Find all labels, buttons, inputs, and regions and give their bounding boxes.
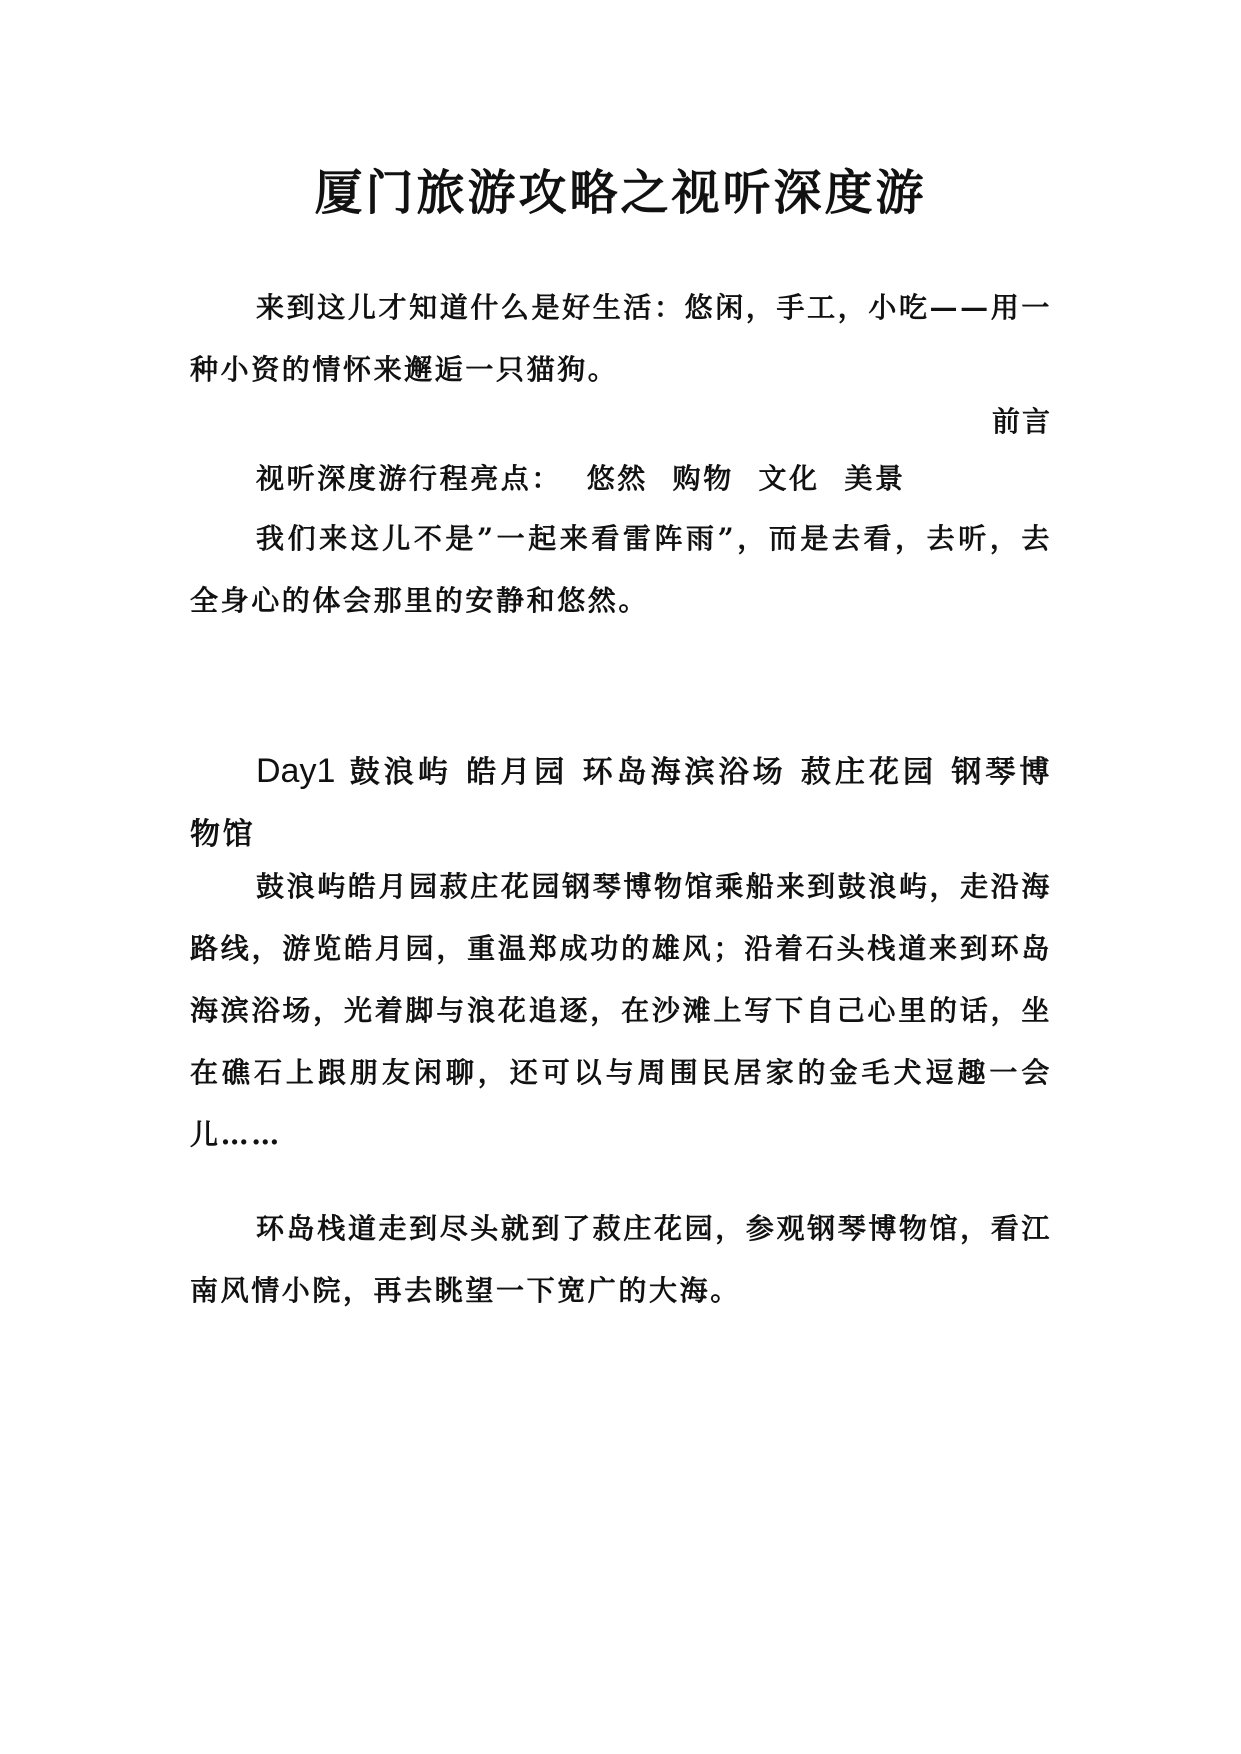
intro-paragraph: 来到这儿才知道什么是好生活：悠闲，手工，小吃——用一种小资的情怀来邂逅一只猫狗。 bbox=[190, 291, 1052, 386]
statement-paragraph: 我们来这儿不是”一起来看雷阵雨”，而是去看，去听，去全身心的体会那里的安静和悠然。 bbox=[190, 522, 1052, 617]
preface-label: 前言 bbox=[991, 405, 1052, 438]
day1-heading bbox=[190, 740, 1052, 866]
day1-stops: 鼓浪屿 皓月园 环岛海滨浴场 菽庄花园 钢琴博物馆 bbox=[190, 755, 1052, 852]
day1-label: Day1 bbox=[256, 752, 336, 790]
document-title: 厦门旅游攻略之视听深度游 bbox=[314, 165, 927, 221]
day1-paragraph-2: 环岛栈道走到尽头就到了菽庄花园，参观钢琴博物馆，看江南风情小院，再去眺望一下宽广的大海。 bbox=[190, 1212, 1052, 1307]
day1-paragraph-1: 鼓浪屿皓月园菽庄花园钢琴博物馆乘船来到鼓浪屿，走沿海路线，游览皓月园，重温郑成功的雄风；沿着石头栈道来到环岛海滨浴场，光着脚与浪花追逐，在沙滩上写下自己心里的话，坐在礁石上跟朋友闲聊，还可以与周围民居家的金毛犬逗趣一会儿…… bbox=[190, 870, 1052, 1151]
highlights-line: 视听深度游行程亮点： 悠然 购物 文化 美景 bbox=[256, 462, 906, 495]
